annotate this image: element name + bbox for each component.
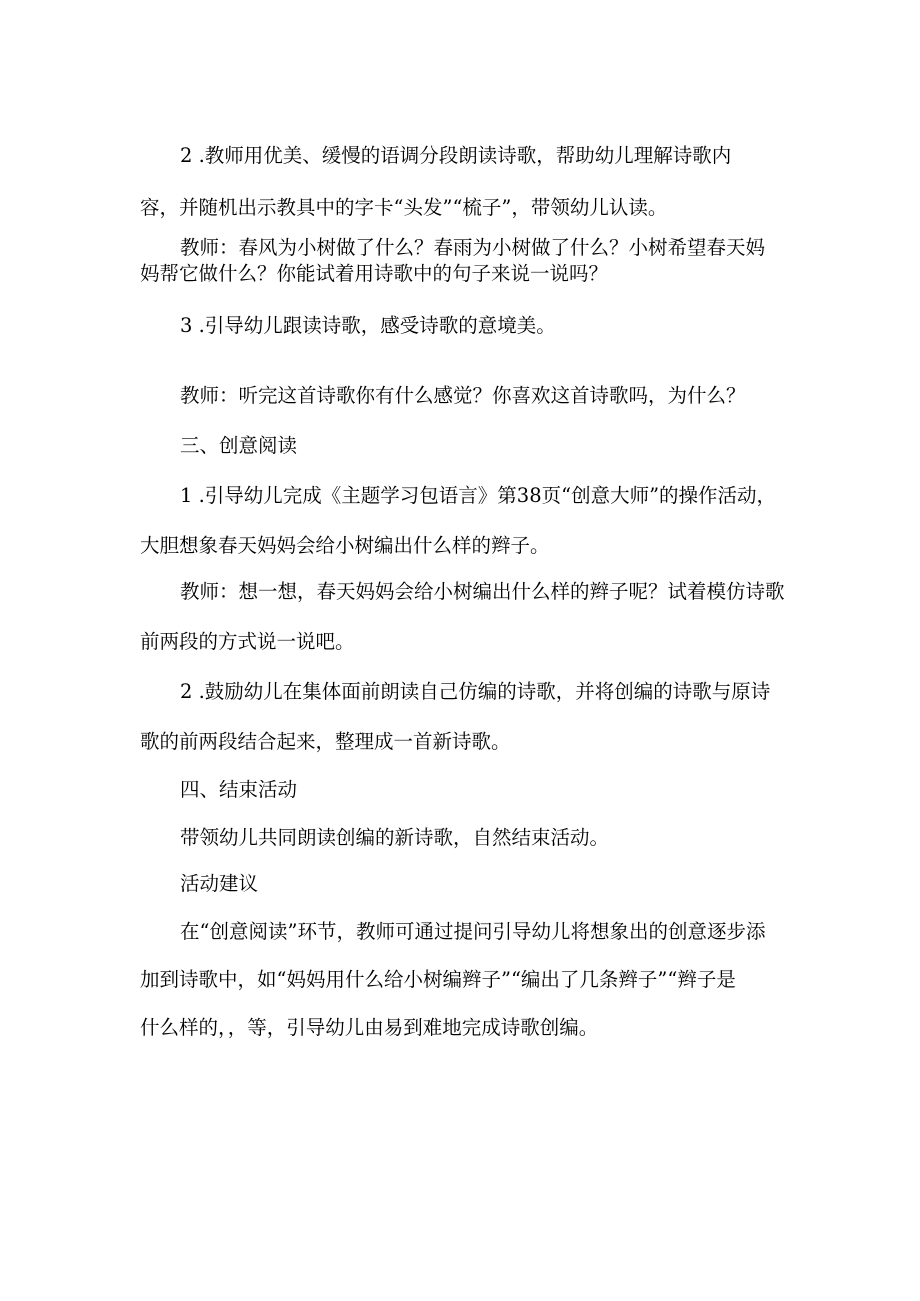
text-line: 2 .教师用优美、缓慢的语调分段朗读诗歌，帮助幼儿理解诗歌内 [180,144,732,167]
text-line: 什么样的，，等，引导幼儿由易到难地完成诗歌创编。 [140,1016,599,1039]
text-line: 在“创意阅读”环节，教师可通过提问引导幼儿将想象出的创意逐步添 [180,920,766,943]
text-line: 教师：春风为小树做了什么？春雨为小树做了什么？小树希望春天妈 [180,236,766,259]
text-line: 教师：想一想，春天妈妈会给小树编出什么样的辫子呢？试着模仿诗歌 [180,580,785,603]
text-line: 前两段的方式说一说吧。 [140,630,355,653]
text-line: 教师：听完这首诗歌你有什么感觉？你喜欢这首诗歌吗，为什么？ [180,384,746,407]
section-heading: 活动建议 [180,872,259,895]
text-line: 2 .鼓励幼儿在集体面前朗读自己仿编的诗歌，并将创编的诗歌与原诗 [180,680,771,703]
section-heading: 四、结束活动 [180,778,298,801]
text-line: 歌的前两段结合起来，整理成一首新诗歌。 [140,730,511,753]
text-line: 容，并随机出示教具中的字卡“头发”“梳子”，带领幼儿认读。 [140,196,668,219]
text-line: 1 .引导幼儿完成《主题学习包语言》第38页“创意大师”的操作活动， [180,484,777,507]
text-line: 3 .引导幼儿跟读诗歌，感受诗歌的意境美。 [180,314,556,337]
section-heading: 三、创意阅读 [180,434,298,457]
text-line: 带领幼儿共同朗读创编的新诗歌，自然结束活动。 [180,826,610,849]
text-line: 妈帮它做什么？你能试着用诗歌中的句子来说一说吗？ [140,262,609,285]
text-line: 大胆想象春天妈妈会给小树编出什么样的辫子。 [140,534,550,557]
text-line: 加到诗歌中，如“妈妈用什么给小树编辫子”“编出了几条辫子”“辫子是 [140,968,736,991]
